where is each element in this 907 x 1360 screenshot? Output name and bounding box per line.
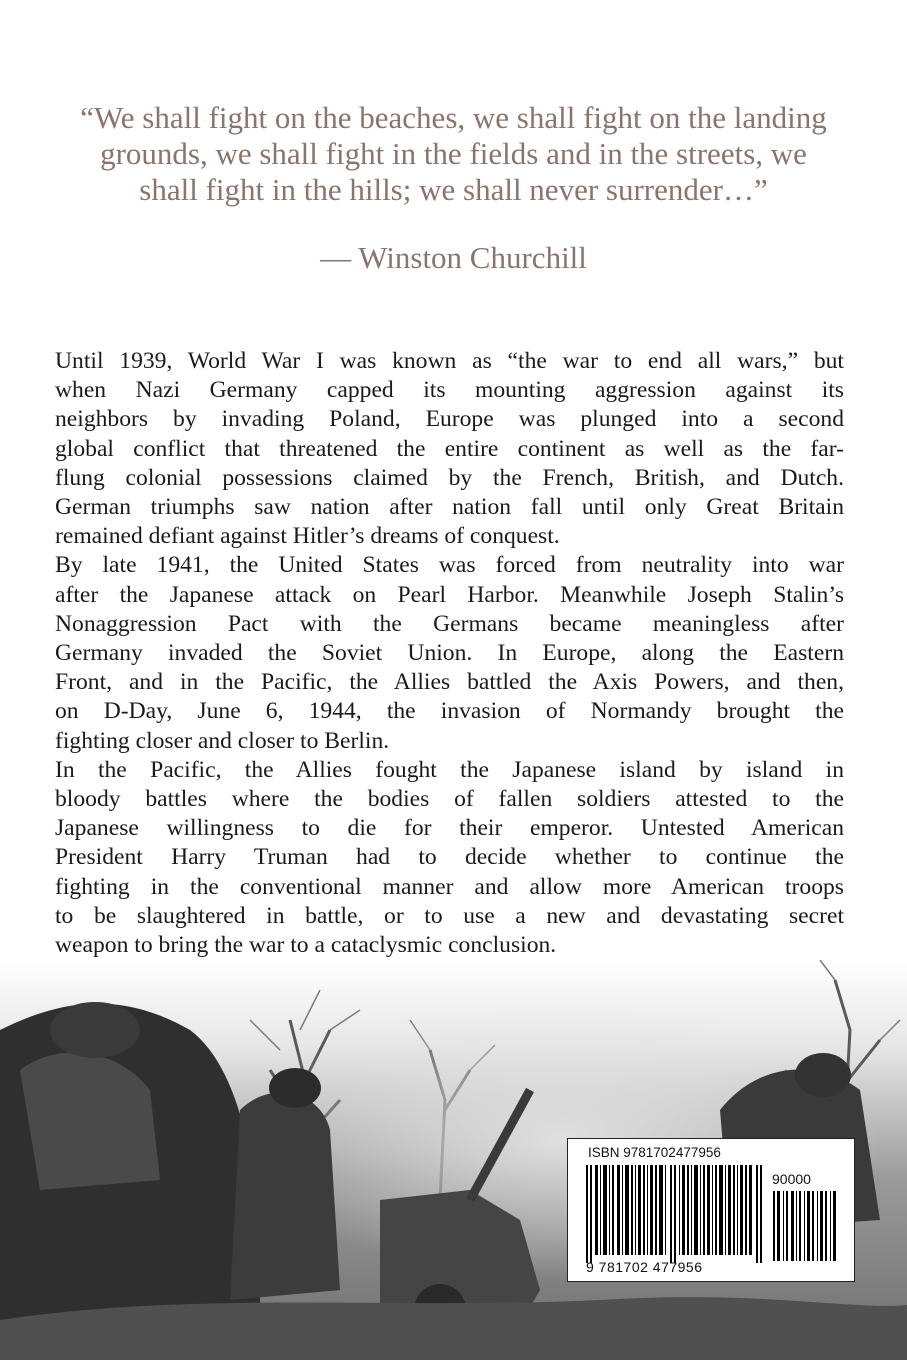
blurb-line: neighbors by invading Poland, Europe was plunged into a second (55, 406, 844, 433)
quote-attribution: — Winston Churchill (320, 240, 587, 275)
blurb-line: to be slaughtered in battle, or to use a new and devastating secret (55, 902, 844, 929)
quote-line: “We shall fight on the beaches, we shall fight on the landing (80, 100, 827, 135)
blurb-line: Nonaggression Pact with the Germans became meaningless after (55, 610, 844, 637)
quote-line: grounds, we shall fight in the fields and in the streets, we (100, 136, 807, 171)
churchill-quote (30, 100, 877, 208)
quote-line: shall fight in the hills; we shall never surrender…” (139, 172, 768, 207)
blurb-line: after the Japanese attack on Pearl Harbor. Meanwhile Joseph Stalin’s (55, 581, 844, 608)
isbn-barcode (567, 1138, 855, 1282)
blurb-line: bloody battles where the bodies of fallen soldiers attested to the (55, 786, 844, 813)
blurb-line: Japanese willingness to die for their emperor. Untested American (55, 815, 844, 842)
blurb-line: global conflict that threatened the entire continent as well as the far- (55, 435, 844, 462)
isbn-label: ISBN 9781702477956 (588, 1145, 721, 1160)
blurb-line: Front, and in the Pacific, the Allies battled the Axis Powers, and then, (55, 669, 844, 696)
barcode-bars (586, 1165, 764, 1263)
blurb-line: German triumphs saw nation after nation fall until only Great Britain (55, 494, 844, 521)
blurb-line: when Nazi Germany capped its mounting aggression against its (55, 377, 844, 404)
blurb-line: remained defiant against Hitler’s dreams of conquest. (55, 523, 560, 550)
addon-bars (773, 1191, 837, 1261)
price-code: 90000 (772, 1171, 811, 1187)
book-blurb (55, 347, 844, 960)
barcode-digits: 9 781702 477956 (586, 1259, 703, 1275)
blurb-line: weapon to bring the war to a cataclysmic conclusion. (55, 932, 557, 959)
blurb-line: fighting in the conventional manner and allow more American troops (55, 873, 844, 900)
blurb-line: Until 1939, World War I was known as “the war to end all wars,” but (55, 348, 844, 374)
blurb-line: President Harry Truman had to decide whether to continue the (55, 844, 844, 871)
blurb-line: fighting closer and closer to Berlin. (55, 727, 390, 754)
blurb-line: By late 1941, the United States was forced from neutrality into war (55, 552, 844, 579)
blurb-line: Germany invaded the Soviet Union. In Europe, along the Eastern (55, 640, 844, 667)
blurb-line: In the Pacific, the Allies fought the Japanese island by island in (55, 756, 844, 783)
blurb-line: flung colonial possessions claimed by the French, British, and Dutch. (55, 464, 844, 491)
blurb-line: on D-Day, June 6, 1944, the invasion of Normandy brought the (55, 698, 844, 725)
